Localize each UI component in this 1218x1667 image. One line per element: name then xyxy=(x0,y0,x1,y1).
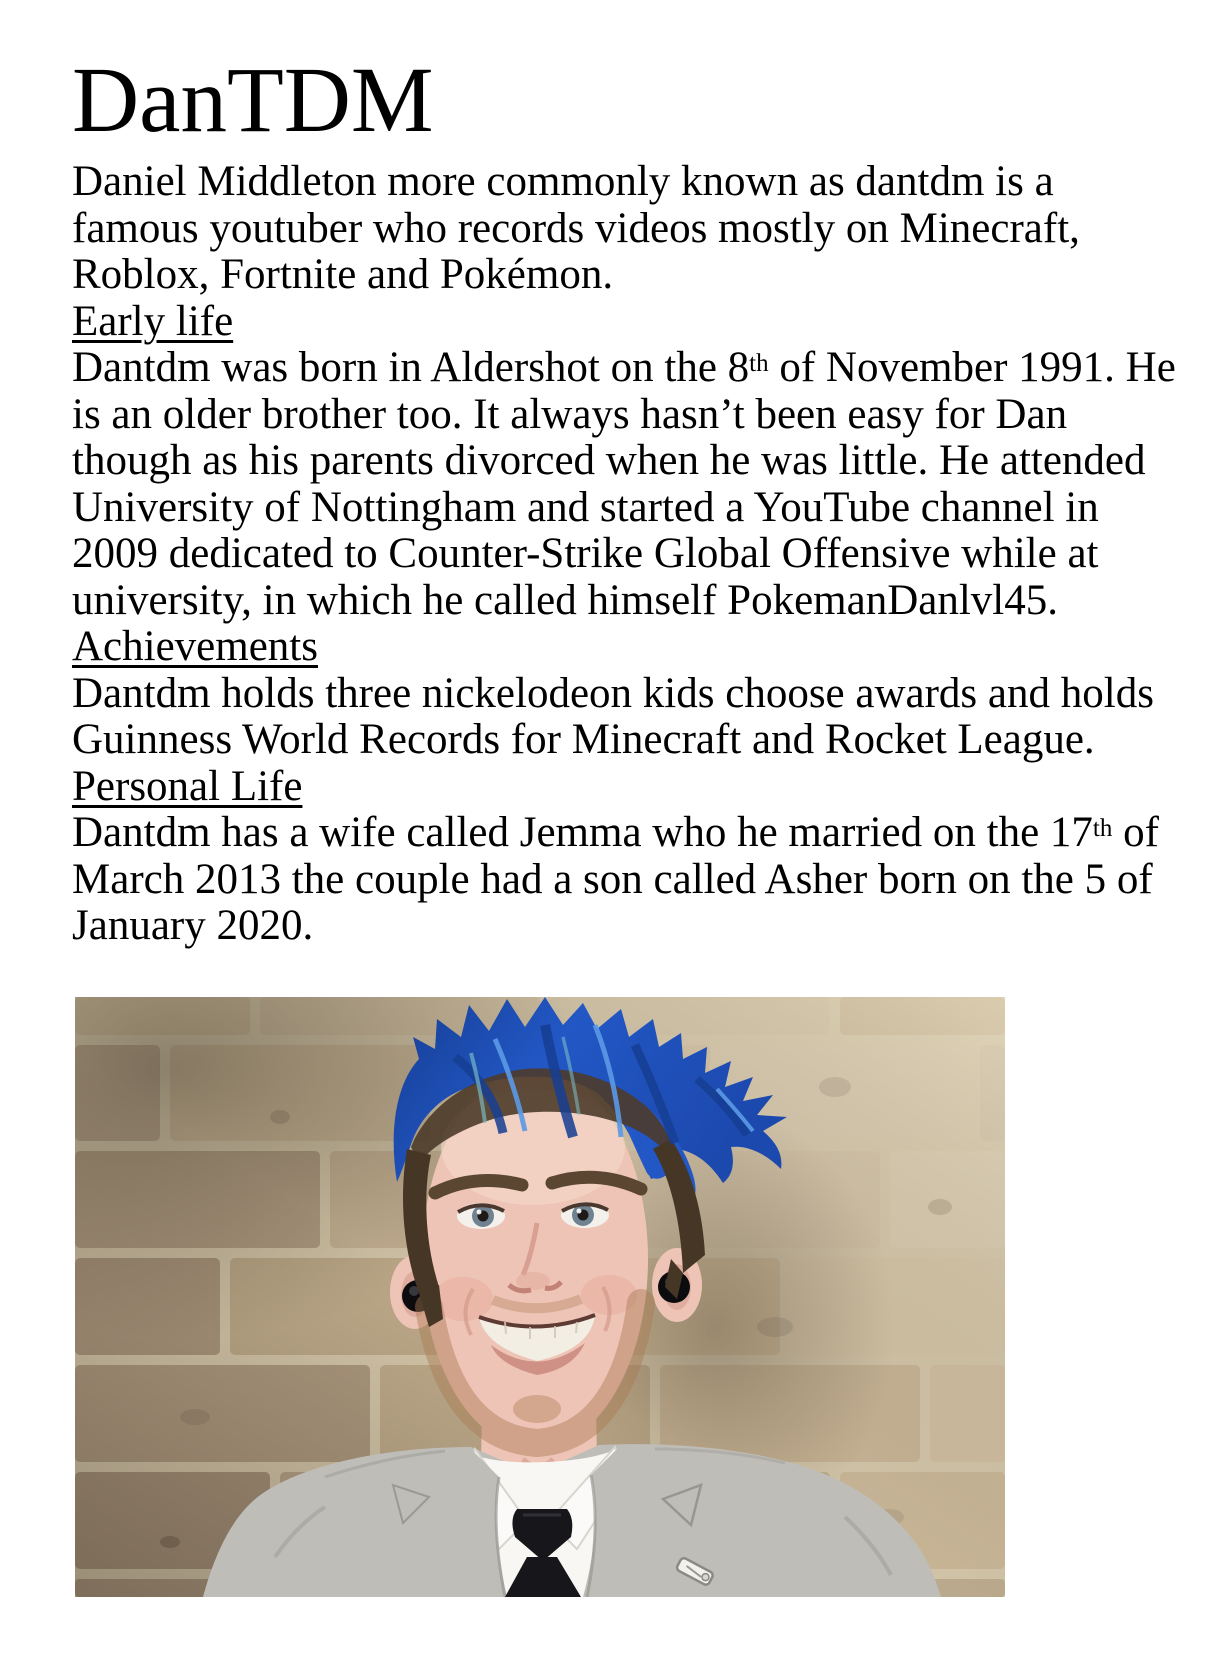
body-line: March 2013 the couple had a son called Asher born on the 5 of xyxy=(72,855,1153,903)
body-line: University of Nottingham and started a YouTube channel in xyxy=(72,483,1099,531)
section-heading xyxy=(72,299,1132,346)
body-line: January 2020. xyxy=(72,902,314,949)
section-heading-text: Achievements xyxy=(72,623,318,670)
section-heading-text: Early life xyxy=(72,297,234,345)
section-heading xyxy=(72,624,1132,671)
portrait-photo xyxy=(75,997,1005,1597)
body-line: is an older brother too. It always hasn’t been easy for Dan xyxy=(72,390,1068,438)
body-line: Guinness World Records for Minecraft and Rocket League. xyxy=(72,716,1095,763)
body-line: Roblox, Fortnite and Pokémon. xyxy=(72,251,614,298)
body-line: famous youtuber who records videos mostly on Minecraft, xyxy=(72,204,1080,252)
section-heading-text: Personal Life xyxy=(72,762,303,810)
section-heading xyxy=(72,764,1132,811)
body-line: though as his parents divorced when he was little. He attended xyxy=(72,437,1146,484)
body-line: Dantdm was born in Aldershot on the 8th of November 1991. He xyxy=(72,344,1176,391)
document-content xyxy=(72,49,1176,950)
body-line: university, in which he called himself PokemanDanlvl45. xyxy=(72,576,1058,624)
page-title: DanTDM xyxy=(72,49,434,152)
body-line: Dantdm holds three nickelodeon kids choose awards and holds xyxy=(72,669,1154,717)
document-body xyxy=(72,158,1176,950)
portrait-illustration xyxy=(75,997,1005,1597)
body-line: Dantdm has a wife called Jemma who he married on the 17th of xyxy=(72,809,1159,856)
body-line: Daniel Middleton more commonly known as dantdm is a xyxy=(72,158,1054,205)
body-line: 2009 dedicated to Counter-Strike Global Offensive while at xyxy=(72,530,1099,577)
